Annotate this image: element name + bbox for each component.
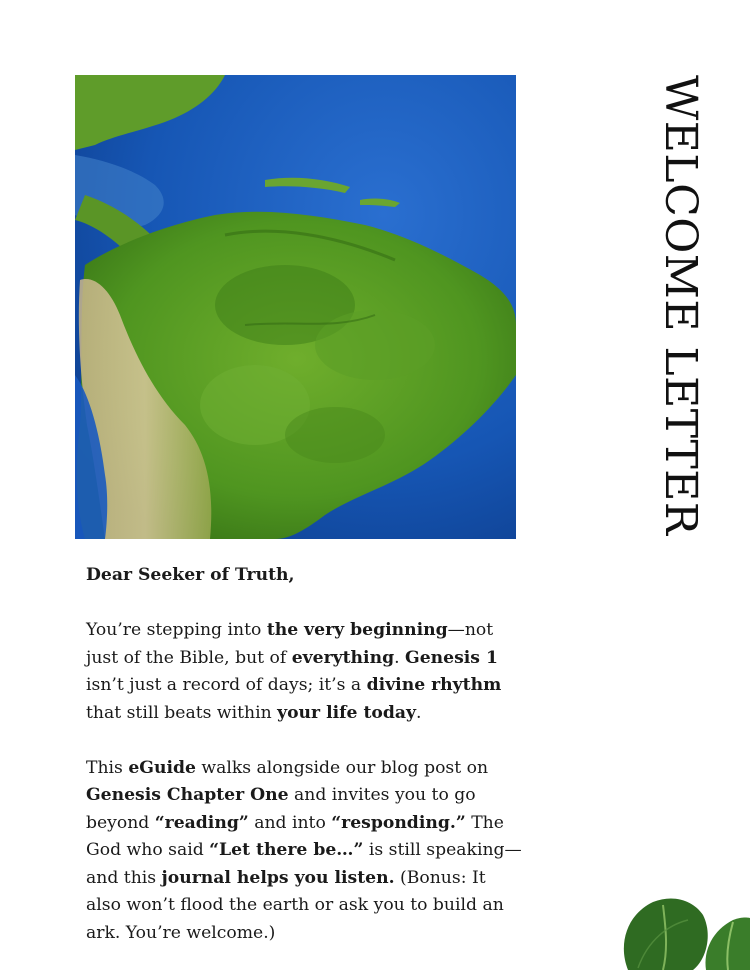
emphasis: your life today xyxy=(277,702,417,723)
text: The God who said xyxy=(86,812,504,860)
emphasis: eGuide xyxy=(128,757,196,778)
emphasis: Genesis 1 xyxy=(405,647,498,668)
text: . xyxy=(416,702,422,723)
text: This xyxy=(86,757,129,778)
page-title: WELCOME LETTER xyxy=(655,75,706,536)
text: —not just of the Bible, but of xyxy=(86,620,494,668)
text: that still beats within xyxy=(86,702,278,723)
welcome-letter-body xyxy=(86,562,526,975)
text: . xyxy=(394,647,406,668)
text: and invites you to go beyond xyxy=(86,785,476,833)
text: is still speaking—and this xyxy=(86,840,522,888)
emphasis: “reading” xyxy=(154,812,249,833)
text: (Bonus: It also won’t flood the earth or ask you to build an ark. You’re welcome.) xyxy=(86,867,504,943)
paragraph-intro xyxy=(86,617,526,727)
text: You’re stepping into xyxy=(86,620,267,640)
leaves-decoration xyxy=(618,890,750,970)
emphasis: everything xyxy=(291,647,395,668)
emphasis: “Let there be…” xyxy=(209,840,364,860)
emphasis: “responding.” xyxy=(331,812,466,833)
text: isn’t just a record of days; it’s a xyxy=(86,675,367,695)
salutation: Dear Seeker of Truth, xyxy=(86,565,295,585)
text: and into xyxy=(248,812,332,833)
emphasis: the very beginning xyxy=(266,620,448,640)
emphasis: Genesis Chapter One xyxy=(86,785,289,805)
globe-south-america-photo xyxy=(75,75,516,539)
paragraph-eguide xyxy=(86,755,526,948)
text: walks alongside our blog post on xyxy=(195,757,489,778)
emphasis: journal helps you listen. xyxy=(161,867,395,888)
emphasis: divine rhythm xyxy=(366,675,502,695)
